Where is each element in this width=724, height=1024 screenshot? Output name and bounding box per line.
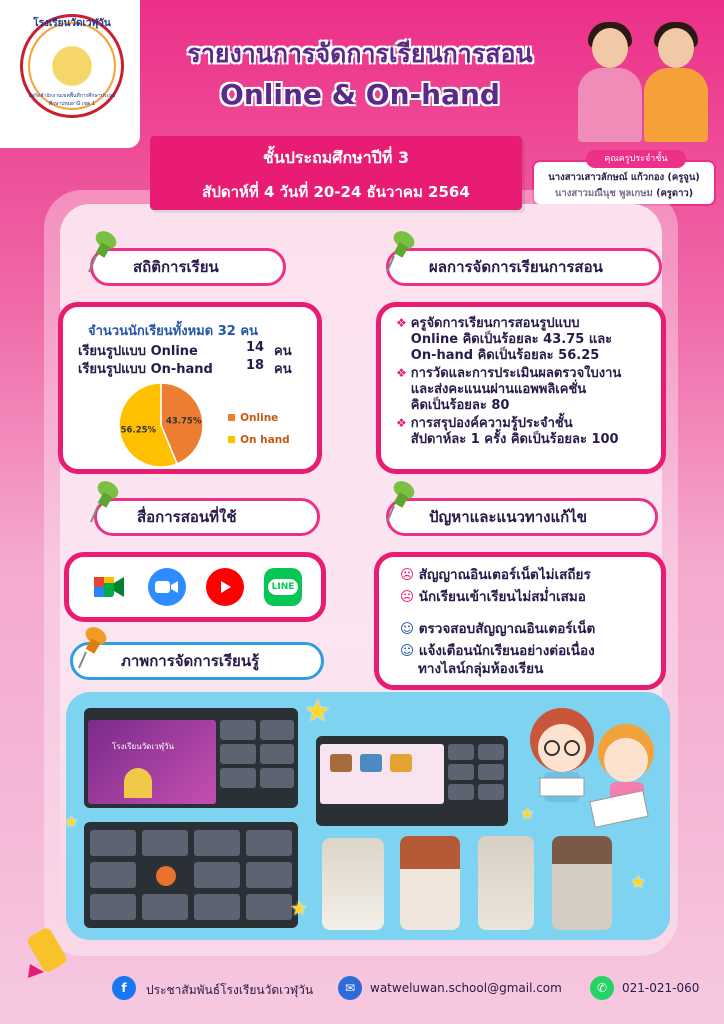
footer-facebook-text: ประชาสัมพันธ์โรงเรียนวัดเวฬุวัน	[146, 983, 314, 997]
youtube-icon	[206, 568, 244, 606]
problems-heading-text: ปัญหาและแนวทางแก้ไข	[429, 508, 588, 526]
smile-face-icon: ☺	[400, 621, 415, 637]
student-photo-1	[322, 838, 384, 930]
star-icon: ★	[64, 812, 79, 831]
solution-text-2-continued: ทางไลน์กลุ่มห้องเรียน	[418, 661, 544, 677]
star-icon: ★	[304, 694, 331, 729]
grade-title: ชั้นประถมศึกษาปีที่ 3	[262, 148, 410, 167]
report-title: รายงานการจัดการเรียนการสอน	[187, 39, 533, 68]
line-icon-text: LINE	[268, 579, 299, 595]
legend-swatch-onhand	[228, 436, 235, 443]
star-icon: ★	[630, 872, 647, 893]
stats-online-count: 14	[246, 340, 265, 355]
results-item-1	[396, 316, 662, 364]
stats-online-unit: คน	[274, 344, 292, 359]
teacher-tag: คุณครูประจำชั้น	[586, 150, 686, 168]
crayon-decoration	[22, 920, 82, 980]
bullet-icon: ❖	[396, 316, 407, 330]
solution-text-1: ตรวจสอบสัญญาณอินเตอร์เน็ต	[418, 621, 596, 637]
results-heading	[386, 248, 662, 286]
stats-heading-text: สถิติการเรียน	[133, 258, 219, 276]
solution-item-2	[400, 642, 595, 660]
pushpin-icon	[384, 480, 418, 526]
bullet-icon: ❖	[396, 416, 407, 430]
media-heading-text: สื่อการสอนที่ใช้	[137, 508, 237, 526]
bullet-icon: ❖	[396, 366, 407, 380]
pie-value-label-on-hand: 56.25%	[120, 425, 157, 436]
gallery-heading-text: ภาพการจัดการเรียนรู้	[121, 652, 260, 670]
media-heading	[94, 498, 320, 536]
stats-onhand-label: เรียนรูปแบบ On-hand	[78, 362, 213, 377]
teacher-photo-1	[574, 22, 646, 142]
pushpin-icon	[86, 230, 120, 276]
week-date: สัปดาห์ที่ 4 วันที่ 20-24 ธันวาคม 2564	[202, 183, 470, 201]
email-icon: ✉	[338, 976, 362, 1000]
problem-text-1: สัญญาณอินเตอร์เน็ตไม่เสถียร	[418, 567, 591, 583]
stats-onhand-unit: คน	[274, 362, 292, 377]
smile-face-icon: ☺	[400, 643, 415, 659]
pie-chart	[116, 380, 206, 470]
star-icon: ★	[290, 896, 308, 920]
legend-label-onhand: On hand	[240, 434, 290, 446]
media-icons	[90, 568, 302, 606]
results-heading-text: ผลการจัดการเรียนการสอน	[429, 258, 603, 276]
online-class-screenshot-1	[84, 708, 298, 808]
results-item-1-line-2: Online คิดเป็นร้อยละ 43.75 และ	[410, 332, 613, 347]
footer-phone-text: 021-021-060	[622, 981, 700, 995]
pushpin-icon	[88, 480, 122, 526]
phone-icon: ✆	[590, 976, 614, 1000]
results-item-2-line-1: การวัดและการประเมินผลตรวจใบงาน	[410, 366, 622, 381]
problems-list	[400, 566, 595, 678]
line-icon	[264, 568, 302, 606]
results-item-2-line-3: คิดเป็นร้อยละ 80	[410, 398, 510, 413]
problem-item-2	[400, 588, 595, 606]
results-item-2-line-2: และส่งคะแนนผ่านแอพพลิเคชั่น	[410, 382, 587, 397]
solution-item-1	[400, 620, 595, 638]
report-subtitle: Online & On-hand	[220, 78, 500, 111]
problem-text-2: นักเรียนเข้าเรียนไม่สม่ำเสมอ	[418, 589, 586, 605]
sad-face-icon: ☹	[400, 589, 415, 605]
stats-online-label: เรียนรูปแบบ Online	[78, 344, 198, 359]
google-meet-icon	[90, 568, 128, 606]
zoom-icon	[148, 568, 186, 606]
student-photo-3	[478, 836, 534, 930]
legend-label-online: Online	[240, 412, 279, 424]
stats-onhand-count: 18	[246, 358, 265, 373]
problems-heading	[386, 498, 658, 536]
slide-title: โรงเรียนวัดเวฬุวัน	[112, 742, 175, 751]
stats-total: จำนวนนักเรียนทั้งหมด 32 คน	[88, 324, 258, 339]
online-class-screenshot-3	[316, 736, 508, 826]
school-subtitle: สังกัดสำนักงานเขตพื้นที่การศึกษาประถมศึกษาปทุมธานี เขต 1	[28, 93, 116, 107]
results-item-1-line-1: ครูจัดการเรียนการสอนรูปแบบ	[410, 316, 580, 331]
legend-swatch-online	[228, 414, 235, 421]
problem-item-1	[400, 566, 595, 584]
teacher-name-2: นางสาวมณีนุช พูลเกษม (ครูดาว)	[554, 188, 694, 199]
teacher-photo-2	[640, 22, 712, 142]
star-icon: ★	[520, 804, 535, 823]
facebook-icon: f	[112, 976, 136, 1000]
pushpin-icon	[76, 626, 110, 672]
results-item-3-line-1: การสรุปองค์ความรู้ประจำชั้น	[410, 416, 573, 431]
pie-legend-online	[228, 406, 278, 425]
online-class-screenshot-2	[84, 822, 298, 928]
solution-text-2: แจ้งเตือนนักเรียนอย่างต่อเนื่อง	[418, 643, 595, 659]
reading-kids-illustration	[514, 700, 670, 830]
results-item-3	[396, 416, 662, 448]
student-photo-2	[400, 836, 460, 930]
results-item-3-line-2: สัปดาห์ละ 1 ครั้ง คิดเป็นร้อยละ 100	[410, 432, 619, 447]
student-photo-4	[552, 836, 612, 930]
results-list	[396, 316, 662, 448]
results-item-2	[396, 366, 662, 414]
footer-email-text: watweluwan.school@gmail.com	[370, 981, 562, 995]
teacher-name-1: นางสาวเสาวลักษณ์ แก้วกอง (ครูจูน)	[548, 172, 700, 183]
results-item-1-line-3: On-hand คิดเป็นร้อยละ 56.25	[410, 348, 600, 363]
pie-value-label-online: 43.75%	[165, 416, 202, 427]
pushpin-icon	[384, 230, 418, 276]
pie-legend-onhand	[228, 428, 290, 447]
sad-face-icon: ☹	[400, 567, 415, 583]
school-name: โรงเรียนวัดเวฬุวัน	[33, 18, 111, 29]
